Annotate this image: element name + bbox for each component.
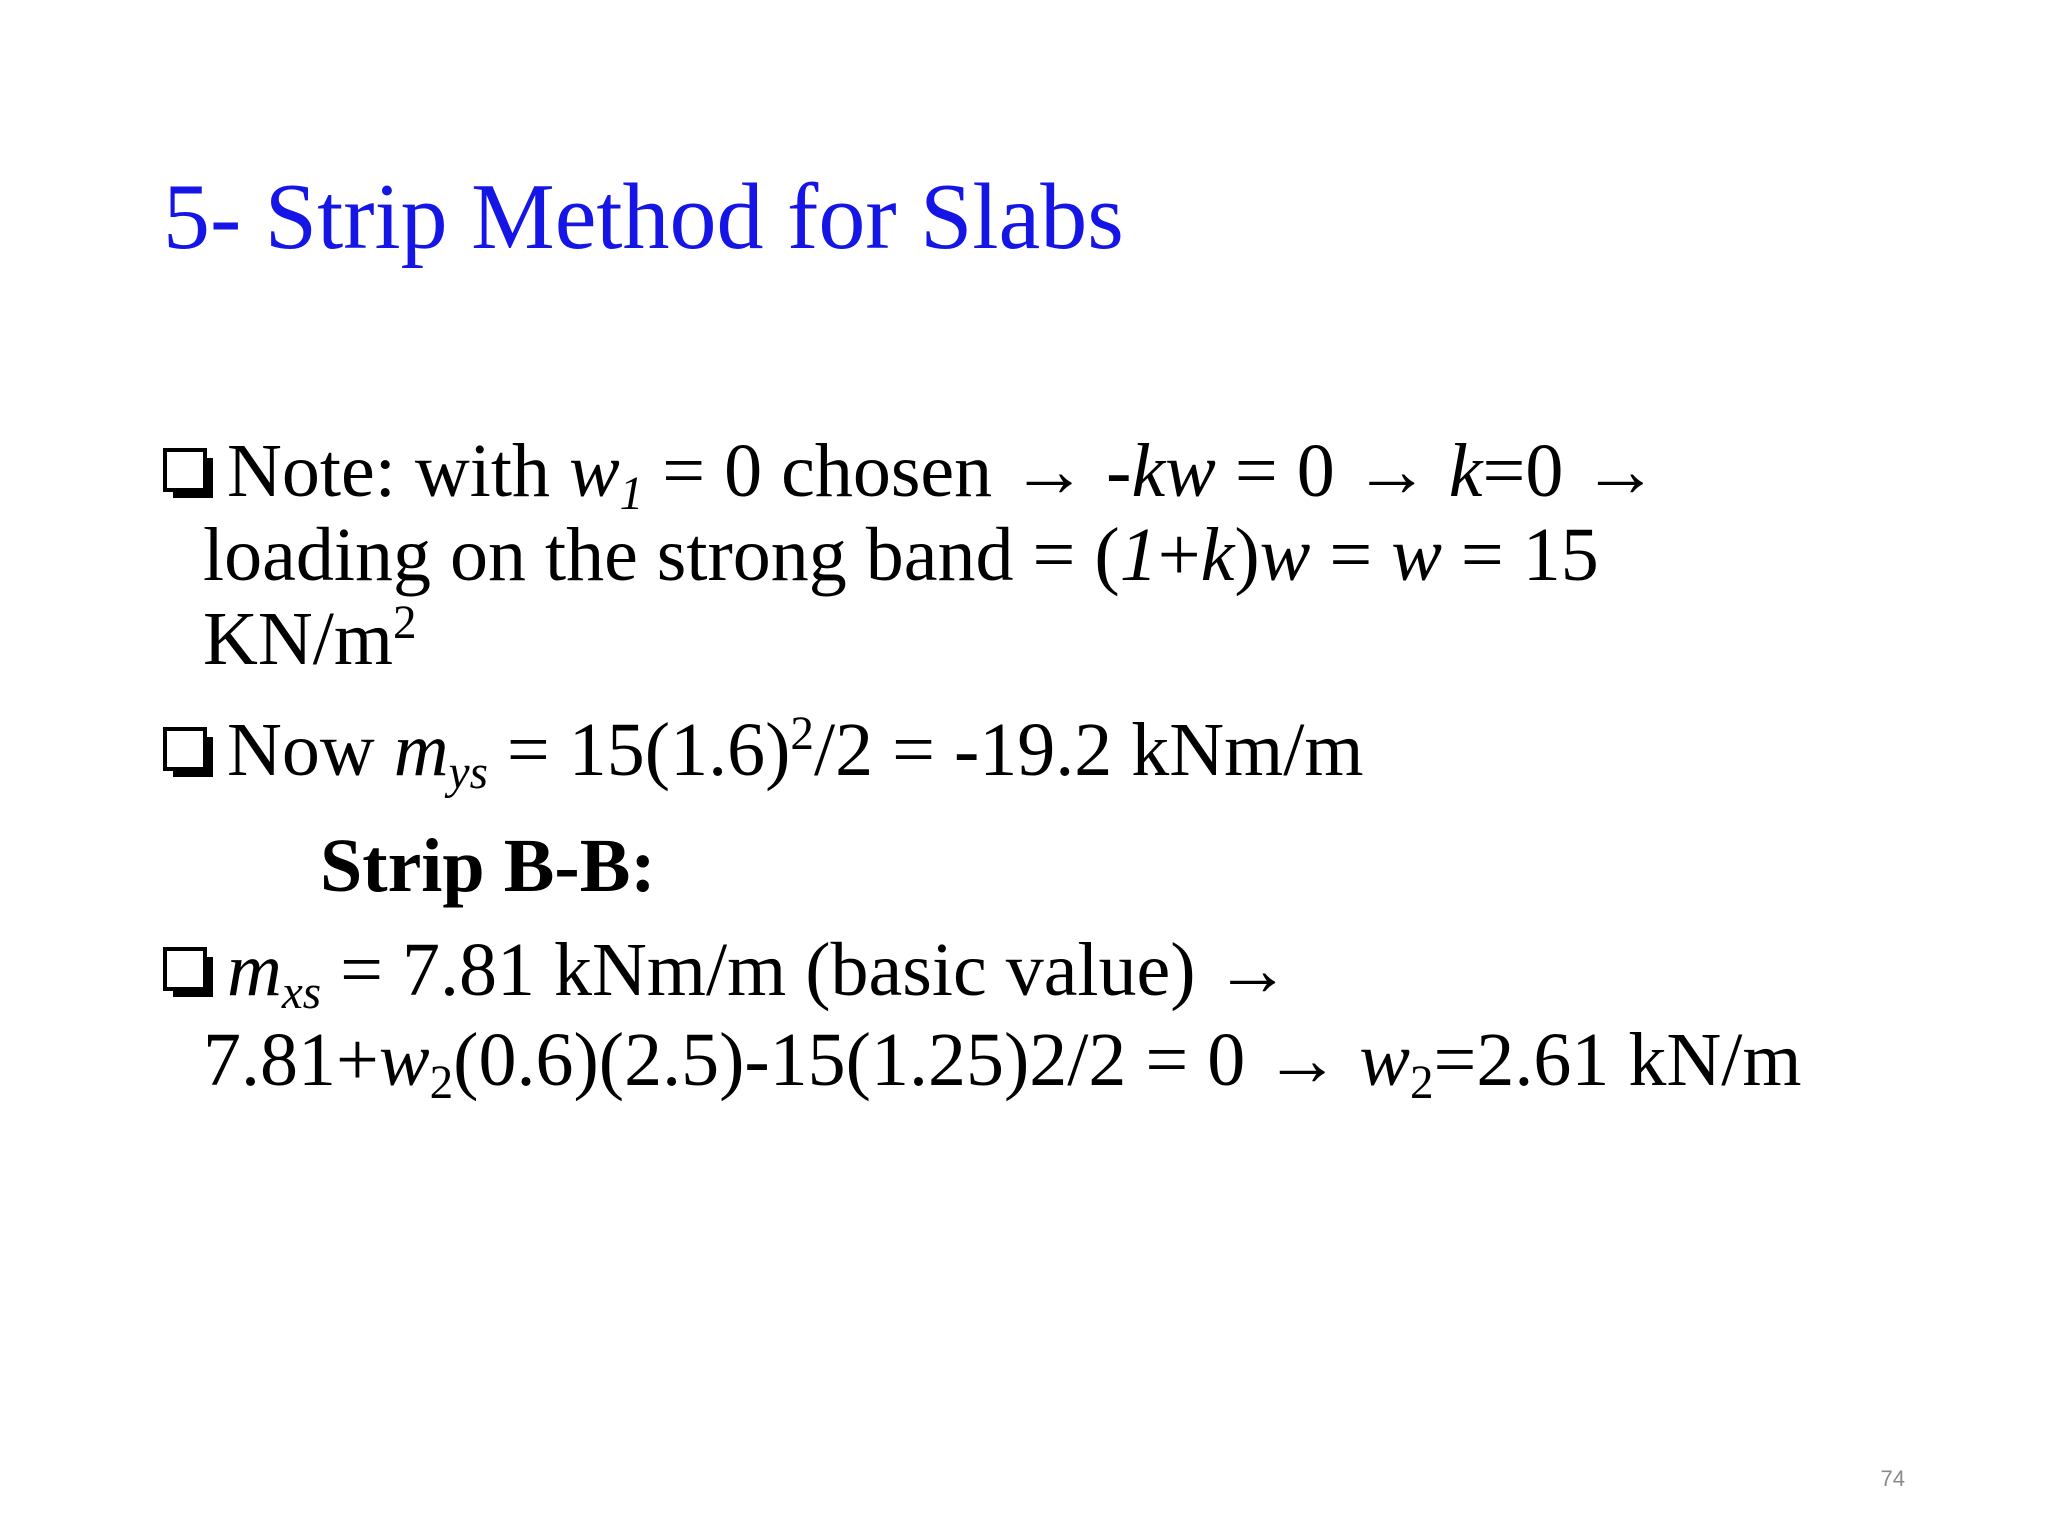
bullet-note-line-1 [163, 429, 1659, 521]
page-number: 74 [1880, 1466, 1905, 1491]
note-text-2: = 0 chosen → - [643, 429, 1132, 513]
var-w: w [568, 429, 620, 513]
mxs-l2-text-3: =2.61 kN/m [1433, 1018, 1802, 1102]
note-l2-eq: = [1310, 513, 1392, 597]
var-one: 1 [1119, 513, 1158, 597]
bullet-note-line-2 [203, 513, 1599, 597]
var-kw: kw [1131, 429, 1216, 513]
hollow-square-bullet-icon [163, 727, 215, 779]
note-text-1: Note: with [227, 429, 569, 513]
var-w-sub: 2 [1409, 1057, 1434, 1110]
now-text-2: = 15(1.6) [487, 708, 791, 792]
note-unit: KN/m [203, 597, 393, 681]
var-m-sub: xs [281, 967, 322, 1020]
var-m: m [227, 928, 282, 1012]
var-k: k [1200, 513, 1235, 597]
bullet-mxs-line-1 [163, 928, 1291, 1020]
var-w: w [378, 1018, 430, 1102]
bullet-mxs-line-2 [203, 1018, 1802, 1110]
bullet-now-line [163, 708, 1364, 800]
var-w-sub: 1 [619, 468, 644, 521]
note-unit-sup: 2 [393, 597, 417, 650]
var-w: w [1359, 1018, 1410, 1102]
var-m-sub: ys [448, 747, 488, 800]
bullet-note-line-3 [203, 597, 417, 681]
var-w: w [1391, 513, 1442, 597]
hollow-square-bullet-icon [163, 947, 215, 999]
mxs-text-1: = 7.81 kNm/m (basic value) → [321, 928, 1291, 1012]
now-text-1: Now [227, 708, 394, 792]
slide-title: 5- Strip Method for Slabs [163, 165, 1124, 269]
var-w: w [1259, 513, 1311, 597]
hollow-square-bullet-icon [163, 448, 215, 500]
mxs-l2-text-2: (0.6)(2.5)-15(1.25)2/2 = 0 → [453, 1018, 1360, 1102]
mxs-l2-text-1: 7.81+ [203, 1018, 379, 1102]
note-l2-text-1: loading on the strong band = ( [203, 513, 1120, 597]
note-l2-plus: + [1157, 513, 1201, 597]
note-text-4: =0 → [1482, 429, 1659, 513]
var-k: k [1448, 429, 1483, 513]
var-w-sub: 2 [429, 1057, 454, 1110]
note-text-3: = 0 → [1215, 429, 1449, 513]
now-text-3: /2 = -19.2 kNm/m [813, 708, 1364, 792]
note-l2-paren: ) [1234, 513, 1260, 597]
now-sup: 2 [790, 708, 814, 761]
strip-heading: Strip B-B: [320, 824, 656, 908]
note-l2-value: = 15 [1441, 513, 1599, 597]
var-m: m [393, 708, 449, 792]
